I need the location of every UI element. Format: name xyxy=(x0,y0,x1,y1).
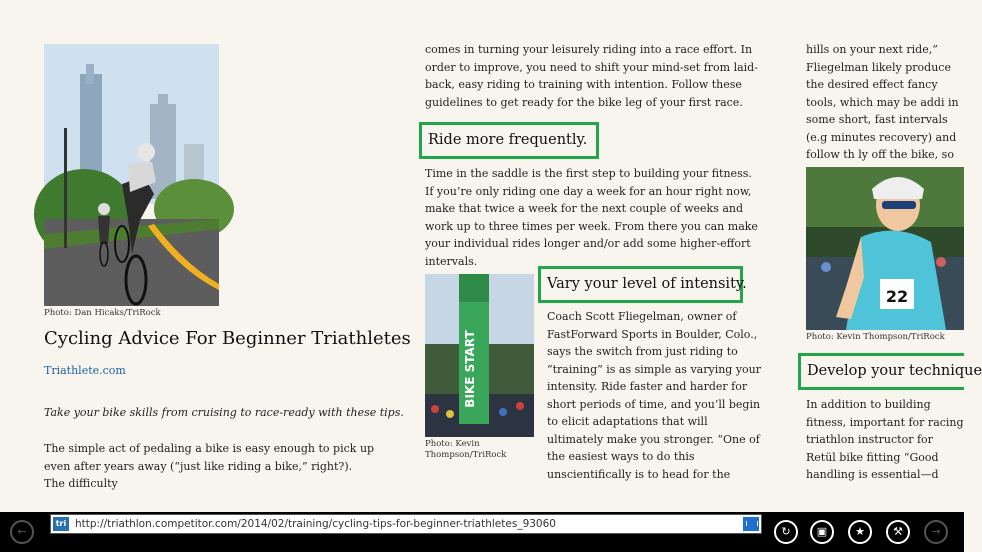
heading-develop-technique: Develop your technique xyxy=(798,353,964,390)
body-paragraph: Time in the saddle is the first step to building your fitness. If you’re only riding one day a week for an hour right now, make that twice a week for the next couple of weeks and work up to three times per week. From there you can make your individual rides longer and/or add some higher-effort intervals. xyxy=(425,167,758,268)
source-link[interactable]: Triathlete.com xyxy=(44,364,126,377)
body-paragraph: In addition to building fitness, important for racing triathlon instructor for Retül bike fitting “Good handling is essential—d xyxy=(806,398,964,481)
address-bar[interactable] xyxy=(50,514,762,534)
url-input[interactable]: http://triathlon.competitor.com/2014/02/training/cycling-tips-for-beginner-triathletes_93060 xyxy=(75,518,556,530)
article-title: Cycling Advice For Beginner Triathletes xyxy=(44,328,411,349)
back-arrow-icon[interactable]: ← xyxy=(10,520,34,544)
body-paragraph: comes in turning your leisurely riding into a race effort. In order to improve, you need to shift your mind-set from laid-back, easy riding to training with intention. Follow these guidelines to get ready for the bike leg of your first race. xyxy=(425,43,758,109)
body-paragraph: hills on your next ride,” Fliegelman likely produce the desired effect fancy tools, which may be addi in some short, fast intervals (e.g minutes recovery) and follow th ly off the bike, so xyxy=(806,43,959,161)
body-paragraph: Coach Scott Fliegelman, owner of FastForward Sports in Boulder, Colo., says the switch from just riding to “training” is as simple as varying your intensity. Ride faster and harder for short periods of time, and you’ll begin to elicit adaptations that will ultimately make you stronger. “One of the easiest ways to do this unscientifically is to head for the xyxy=(547,310,762,481)
bike-start-photo xyxy=(425,274,534,437)
heading-vary-intensity: Vary your level of intensity. xyxy=(538,266,743,303)
heading-ride-more: Ride more frequently. xyxy=(419,122,599,159)
refresh-icon[interactable]: ↻ xyxy=(774,520,798,544)
article-deck: Take your bike skills from cruising to race-ready with these tips. xyxy=(44,406,404,419)
reading-view-icon[interactable] xyxy=(743,517,759,531)
photo-caption: Photo: Kevin Thompson/TriRock xyxy=(806,332,945,342)
tabs-icon[interactable]: ▣ xyxy=(810,520,834,544)
body-paragraph: The simple act of pedaling a bike is easy enough to pick up even after years away (“just like riding a bike,” right?). The difficulty xyxy=(44,442,375,490)
forward-arrow-icon[interactable]: → xyxy=(924,520,948,544)
photo-caption: Photo: Kevin Thompson/TriRock xyxy=(425,439,507,460)
site-favicon: tri xyxy=(53,517,69,531)
wrench-icon[interactable]: ⚒ xyxy=(886,520,910,544)
photo-caption: Photo: Dan Hicaks/TriRock xyxy=(44,308,161,318)
bike-start-sign: BIKE START xyxy=(463,330,477,408)
star-icon[interactable]: ★ xyxy=(848,520,872,544)
race-bib-number: 22 xyxy=(885,287,909,306)
cyclist-photo xyxy=(44,44,219,306)
runner-photo xyxy=(806,167,964,330)
